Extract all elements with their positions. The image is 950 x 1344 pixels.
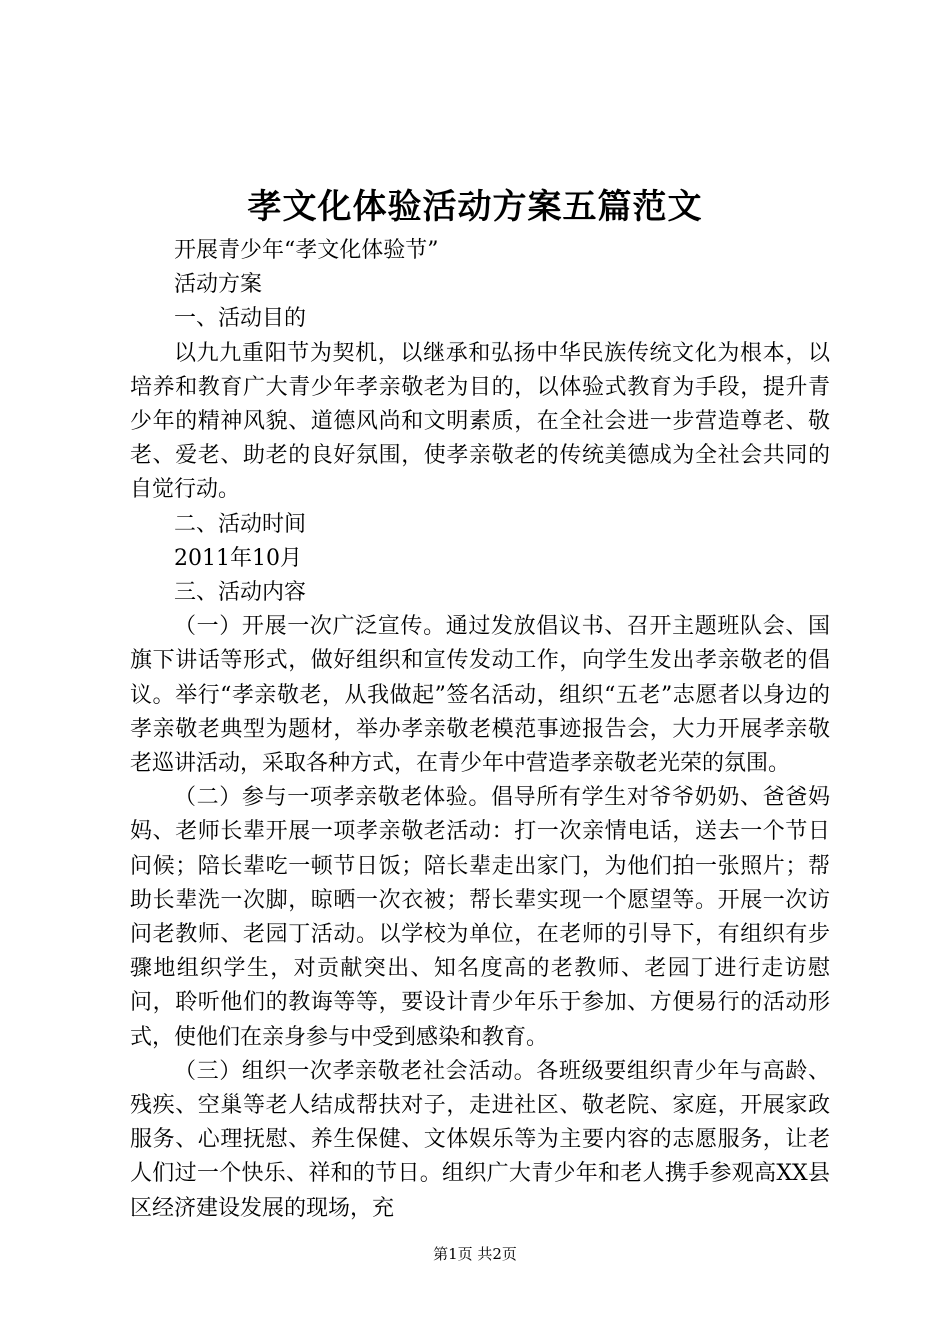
paragraph-purpose: 以九九重阳节为契机，以继承和弘扬中华民族传统文化为根本，以培养和教育广大青少年孝亲敬老为目的，以体验式教育为手段，提升青少年的精神风貌、道德风尚和文明素质，在全社会进一步营造尊老、敬老、爱老、助老的良好氛围，使孝亲敬老的传统美德成为全社会共同的自觉行动。 bbox=[130, 340, 830, 503]
section-heading-purpose: 一、活动目的 bbox=[174, 306, 307, 332]
subtitle-line-1: 开展青少年“孝文化体验节” bbox=[174, 238, 439, 263]
section-heading-content: 三、活动内容 bbox=[174, 580, 307, 606]
document-title: 孝文化体验活动方案五篇范文 bbox=[247, 187, 703, 227]
paragraph-item-1: （一）开展一次广泛宣传。通过发放倡议书、召开主题班队会、国旗下讲话等形式，做好组织和宣传发动工作，向学生发出孝亲敬老的倡议。举行“孝亲敬老，从我做起”签名活动，组织“五老”志愿者以身边的孝亲敬老典型为题材，举办孝亲敬老模范事迹报告会，大力开展孝亲敬老巡讲活动，采取各种方式，在青少年中营造孝亲敬老光荣的氛围。 bbox=[130, 614, 830, 777]
document-body bbox=[130, 234, 830, 1226]
section-heading-time: 二、活动时间 bbox=[174, 511, 307, 537]
paragraph-item-2: （二）参与一项孝亲敬老体验。倡导所有学生对爷爷奶奶、爸爸妈妈、老师长辈开展一项孝亲敬老活动：打一次亲情电话，送去一个节日问候；陪长辈吃一顿节日饭；陪长辈走出家门，为他们拍一张照片；帮助长辈洗一次脚，晾晒一次衣被；帮长辈实现一个愿望等。开展一次访问老教师、老园丁活动。以学校为单位，在老师的引导下，有组织有步骤地组织学生，对贡献突出、知名度高的老教师、老园丁进行走访慰问，聆听他们的教诲等等，要设计青少年乐于参加、方便易行的活动形式，使他们在亲身参与中受到感染和教育。 bbox=[130, 785, 830, 1050]
paragraph-item-3: （三）组织一次孝亲敬老社会活动。各班级要组织青少年与高龄、残疾、空巢等老人结成帮扶对子，走进社区、敬老院、家庭，开展家政服务、心理抚慰、养生保健、文体娱乐等为主要内容的志愿服务，让老人们过一个快乐、祥和的节日。组织广大青少年和老人携手参观高XX县区经济建设发展的现场，充 bbox=[130, 1058, 830, 1221]
paragraph-time: 2011年10月 bbox=[174, 545, 302, 571]
subtitle-line-2: 活动方案 bbox=[174, 272, 263, 298]
page-number-footer: 第1页 共2页 bbox=[433, 1245, 517, 1263]
